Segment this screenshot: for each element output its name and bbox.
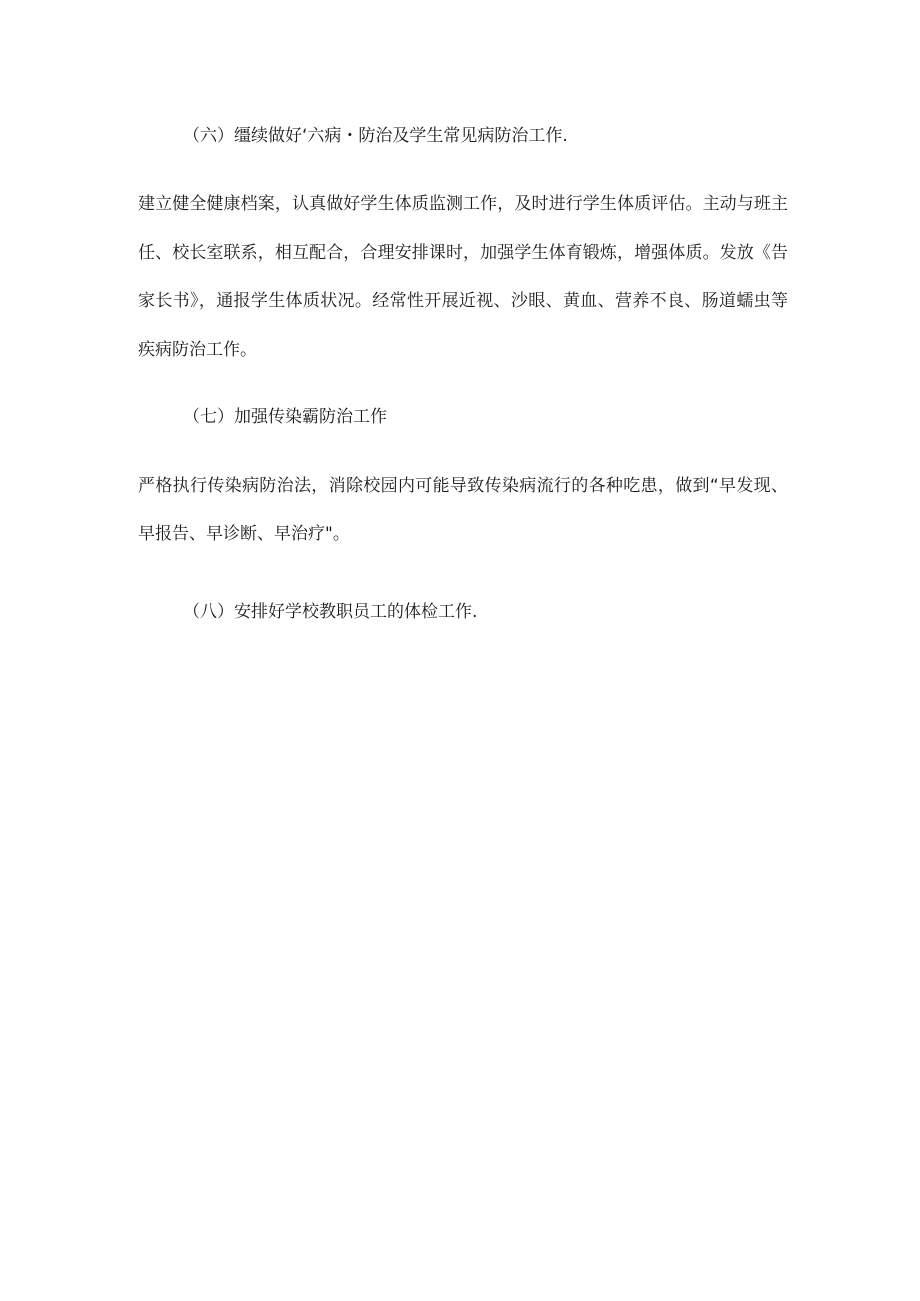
- section-7-line-2: 早报告、早诊断、早治疗"。: [138, 524, 350, 544]
- section-8-heading: （八）安排好学校教职员工的体检工作.: [183, 602, 478, 622]
- section-6-line-2: 任、校长室联系，相互配合，合理安排课时，加强学生体育锻炼，增强体质。发放《告: [138, 243, 788, 263]
- section-6-heading: （六）缰续做好‘六病・防治及学生常见病防治工作.: [183, 126, 568, 146]
- section-7-line-1: 严格执行传染病防治法，消除校园内可能导致传染病流行的各种吃患，做到“早发现、: [138, 476, 788, 496]
- section-6-line-4: 疾病防治工作。: [138, 340, 257, 360]
- section-6-line-3: 家长书》，通报学生体质状况。经常性开展近视、沙眼、黄血、营养不良、肠道蠕虫等: [138, 291, 788, 311]
- section-7-heading: （七）加强传染霸防治工作: [183, 407, 387, 427]
- section-6-line-1: 建立健全健康档案，认真做好学生体质监测工作，及时进行学生体质评估。主动与班主: [138, 194, 788, 214]
